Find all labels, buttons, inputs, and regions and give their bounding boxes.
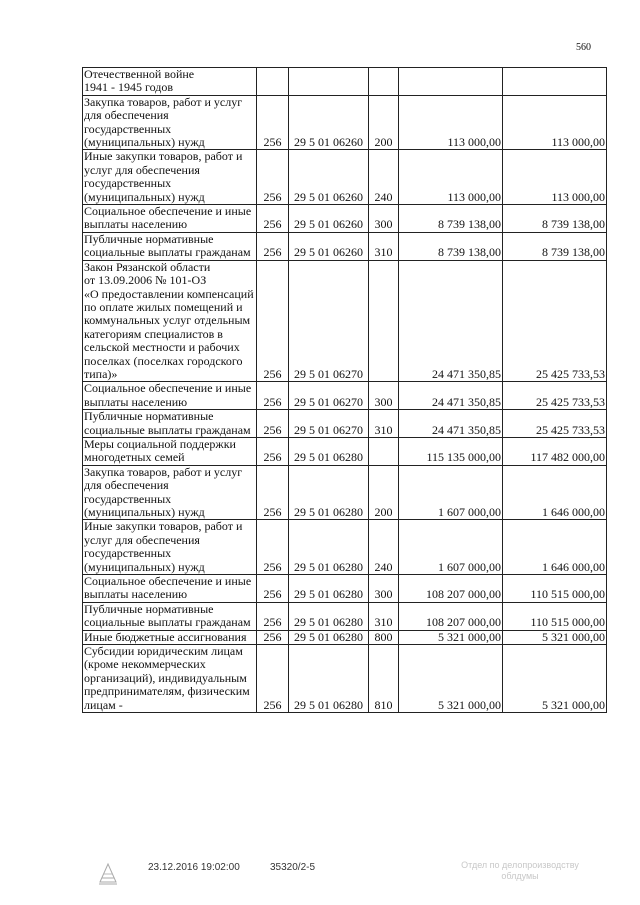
table-row <box>83 150 607 205</box>
cell-sum-2018: 110 515 000,00 <box>503 575 607 603</box>
cell-vr: 200 <box>369 95 399 150</box>
cell-sum-2018: 113 000,00 <box>503 95 607 150</box>
cell-csr: 29 5 01 06270 <box>289 260 369 382</box>
cell-csr: 29 5 01 06260 <box>289 150 369 205</box>
cell-sum-2017: 108 207 000,00 <box>399 575 503 603</box>
cell-sum-2018: 1 646 000,00 <box>503 465 607 520</box>
cell-sum-2018: 25 425 733,53 <box>503 260 607 382</box>
cell-gr: 256 <box>257 150 289 205</box>
cell-sum-2017: 24 471 350,85 <box>399 382 503 410</box>
cell-vr: 240 <box>369 520 399 575</box>
cell-vr <box>369 260 399 382</box>
cell-csr: 29 5 01 06280 <box>289 437 369 465</box>
cell-vr: 300 <box>369 382 399 410</box>
cell-name: Закупка товаров, работ и услуг для обеспечения государственных (муниципальных) нужд <box>83 465 257 520</box>
cell-csr <box>289 68 369 96</box>
cell-sum-2017: 115 135 000,00 <box>399 437 503 465</box>
table-row <box>83 437 607 465</box>
cell-csr: 29 5 01 06280 <box>289 520 369 575</box>
cell-sum-2017: 113 000,00 <box>399 150 503 205</box>
table-row <box>83 645 607 713</box>
table-row <box>83 575 607 603</box>
budget-table <box>82 67 607 713</box>
cell-vr <box>369 437 399 465</box>
cell-sum-2018: 8 739 138,00 <box>503 205 607 233</box>
cell-sum-2017: 5 321 000,00 <box>399 645 503 713</box>
cell-sum-2018: 5 321 000,00 <box>503 630 607 644</box>
table-row <box>83 95 607 150</box>
cell-vr: 810 <box>369 645 399 713</box>
cell-gr: 256 <box>257 630 289 644</box>
cell-name: Публичные нормативные социальные выплаты гражданам <box>83 602 257 630</box>
cell-gr: 256 <box>257 410 289 438</box>
cell-sum-2018 <box>503 68 607 96</box>
cell-gr: 256 <box>257 232 289 260</box>
cell-sum-2017: 5 321 000,00 <box>399 630 503 644</box>
table-row <box>83 68 607 96</box>
cell-sum-2017 <box>399 68 503 96</box>
table-row <box>83 410 607 438</box>
cell-sum-2017: 8 739 138,00 <box>399 205 503 233</box>
cell-csr: 29 5 01 06260 <box>289 205 369 233</box>
table-row <box>83 602 607 630</box>
cell-gr: 256 <box>257 205 289 233</box>
footer-faint-line-2: облдумы <box>501 871 539 881</box>
cell-gr: 256 <box>257 520 289 575</box>
cell-gr: 256 <box>257 645 289 713</box>
cell-vr: 310 <box>369 232 399 260</box>
cell-name: Иные закупки товаров, работ и услуг для обеспечения государственных (муниципальных) нужд <box>83 520 257 575</box>
cell-name: Меры социальной поддержки многодетных семей <box>83 437 257 465</box>
cell-name: Иные бюджетные ассигнования <box>83 630 257 644</box>
cell-name: Публичные нормативные социальные выплаты гражданам <box>83 232 257 260</box>
cell-sum-2018: 110 515 000,00 <box>503 602 607 630</box>
cell-name: Социальное обеспечение и иные выплаты населению <box>83 205 257 233</box>
table-row <box>83 520 607 575</box>
footer-faint-text <box>450 860 590 882</box>
cell-gr: 256 <box>257 465 289 520</box>
cell-sum-2018: 117 482 000,00 <box>503 437 607 465</box>
table-row <box>83 382 607 410</box>
cell-vr: 310 <box>369 410 399 438</box>
cell-vr: 310 <box>369 602 399 630</box>
cell-gr: 256 <box>257 437 289 465</box>
cell-csr: 29 5 01 06270 <box>289 382 369 410</box>
cell-vr: 800 <box>369 630 399 644</box>
cell-sum-2018: 1 646 000,00 <box>503 520 607 575</box>
cell-name: Субсидии юридическим лицам (кроме некоммерческих организаций), индивидуальным предпринимателям, физическим лицам - <box>83 645 257 713</box>
cell-sum-2018: 8 739 138,00 <box>503 232 607 260</box>
cell-csr: 29 5 01 06260 <box>289 95 369 150</box>
cell-vr: 240 <box>369 150 399 205</box>
cell-csr: 29 5 01 06280 <box>289 645 369 713</box>
footer-faint-line-1: Отдел по делопроизводству <box>461 860 579 870</box>
cell-name: Отечественной войне 1941 - 1945 годов <box>83 68 257 96</box>
cell-gr: 256 <box>257 95 289 150</box>
cell-sum-2017: 24 471 350,85 <box>399 260 503 382</box>
cell-vr: 200 <box>369 465 399 520</box>
cell-csr: 29 5 01 06280 <box>289 630 369 644</box>
cell-sum-2017: 113 000,00 <box>399 95 503 150</box>
cell-vr: 300 <box>369 575 399 603</box>
cell-gr: 256 <box>257 575 289 603</box>
footer-date: 23.12.2016 19:02:00 <box>148 862 240 873</box>
table-row <box>83 630 607 644</box>
cell-sum-2018: 25 425 733,53 <box>503 410 607 438</box>
cell-csr: 29 5 01 06260 <box>289 232 369 260</box>
cell-gr <box>257 68 289 96</box>
footer <box>0 860 640 890</box>
table-row <box>83 465 607 520</box>
cell-csr: 29 5 01 06280 <box>289 465 369 520</box>
page-number: 560 <box>576 42 591 53</box>
registration-stamp-icon <box>96 860 120 886</box>
cell-sum-2018: 25 425 733,53 <box>503 382 607 410</box>
cell-vr <box>369 68 399 96</box>
table-row <box>83 232 607 260</box>
cell-sum-2017: 1 607 000,00 <box>399 520 503 575</box>
cell-csr: 29 5 01 06280 <box>289 602 369 630</box>
cell-name: Публичные нормативные социальные выплаты гражданам <box>83 410 257 438</box>
cell-name: Социальное обеспечение и иные выплаты населению <box>83 382 257 410</box>
cell-name: Закон Рязанской области от 13.09.2006 № 101-ОЗ «О предоставлении компенсаций по оплате жилых помещений и коммунальных услуг отдельным категориям специалистов в сельской местности и рабочих поселках (поселках городского типа)» <box>83 260 257 382</box>
cell-csr: 29 5 01 06280 <box>289 575 369 603</box>
cell-sum-2018: 5 321 000,00 <box>503 645 607 713</box>
cell-gr: 256 <box>257 260 289 382</box>
footer-doc-id: 35320/2-5 <box>270 862 316 873</box>
cell-name: Социальное обеспечение и иные выплаты населению <box>83 575 257 603</box>
cell-name: Закупка товаров, работ и услуг для обеспечения государственных (муниципальных) нужд <box>83 95 257 150</box>
cell-vr: 300 <box>369 205 399 233</box>
cell-gr: 256 <box>257 602 289 630</box>
cell-csr: 29 5 01 06270 <box>289 410 369 438</box>
cell-gr: 256 <box>257 382 289 410</box>
table-row <box>83 205 607 233</box>
cell-name: Иные закупки товаров, работ и услуг для обеспечения государственных (муниципальных) нужд <box>83 150 257 205</box>
cell-sum-2017: 1 607 000,00 <box>399 465 503 520</box>
table-row <box>83 260 607 382</box>
cell-sum-2018: 113 000,00 <box>503 150 607 205</box>
cell-sum-2017: 24 471 350,85 <box>399 410 503 438</box>
cell-sum-2017: 8 739 138,00 <box>399 232 503 260</box>
cell-sum-2017: 108 207 000,00 <box>399 602 503 630</box>
